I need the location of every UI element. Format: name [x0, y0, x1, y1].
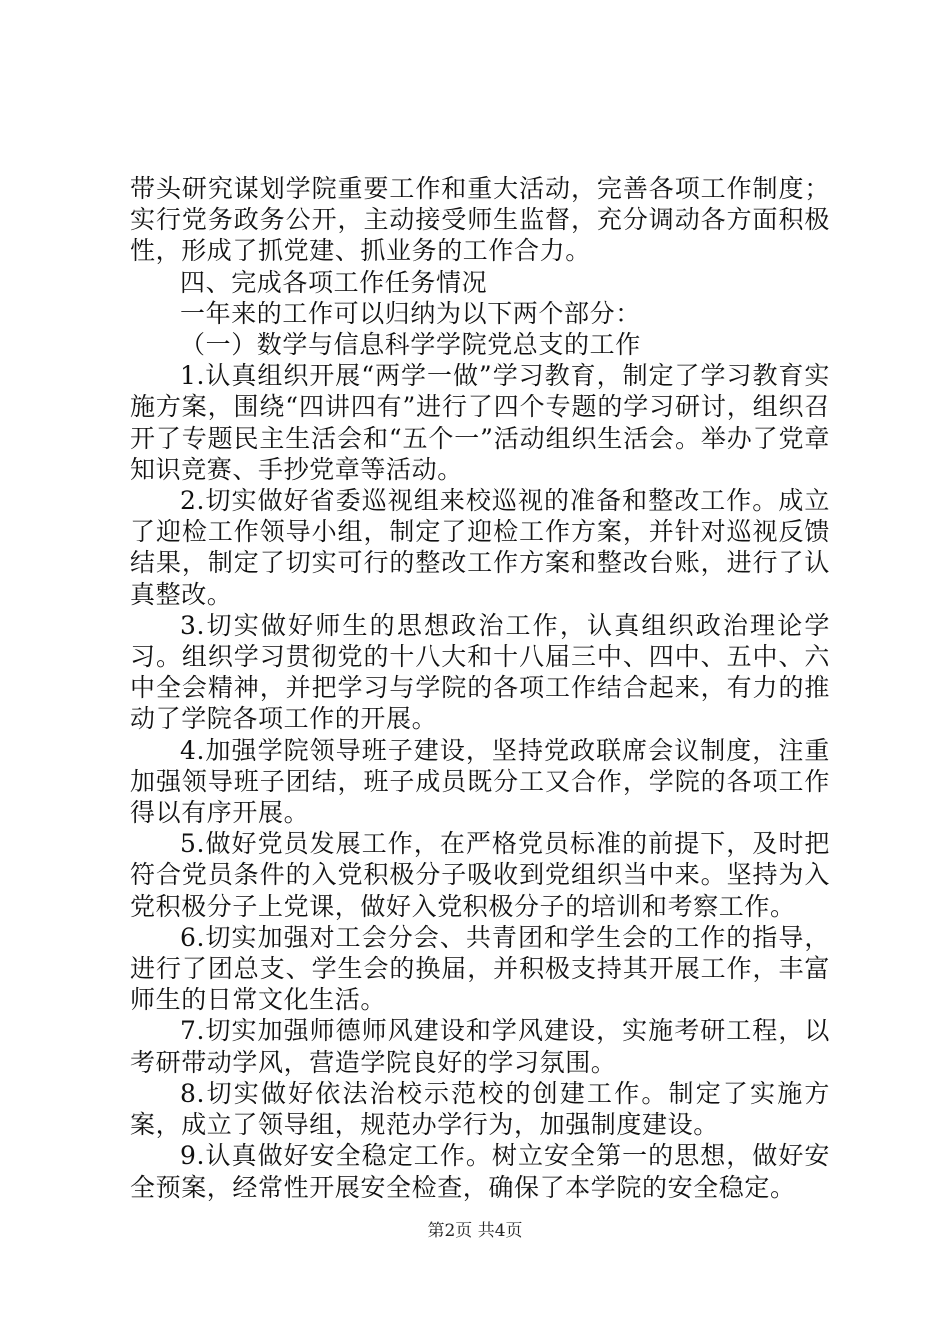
subsection-heading: （一）数学与信息科学学院党总支的工作 — [180, 330, 641, 360]
document-body — [130, 173, 830, 1203]
list-item-2: 2.切实做好省委巡视组来校巡视的准备和整改工作。成立了迎检工作领导小组，制定了迎检工作方案，并针对巡视反馈结果，制定了切实可行的整改工作方案和整改台账，进行了认真整改。 — [130, 486, 830, 609]
list-item-9: 9.认真做好安全稳定工作。树立安全第一的思想，做好安全预案，经常性开展安全检查，确保了本学院的安全稳定。 — [130, 1141, 830, 1202]
list-item-7: 7.切实加强师德师风建设和学风建设，实施考研工程，以考研带动学风，营造学院良好的学习氛围。 — [130, 1016, 830, 1077]
list-item-1: 1.认真组织开展“两学一做”学习教育，制定了学习教育实施方案，围绕“四讲四有”进行了四个专题的学习研讨，组织召开了专题民主生活会和“五个一”活动组织生活会。举办了党章知识竞赛、手抄党章等活动。 — [130, 361, 830, 484]
paragraph-continued: 带头研究谋划学院重要工作和重大活动，完善各项工作制度；实行党务政务公开，主动接受师生监督，充分调动各方面积极性，形成了抓党建、抓业务的工作合力。 — [130, 174, 830, 266]
list-item-8: 8.切实做好依法治校示范校的创建工作。制定了实施方案，成立了领导组，规范办学行为，加强制度建设。 — [130, 1078, 830, 1140]
list-item-5: 5.做好党员发展工作，在严格党员标准的前提下，及时把符合党员条件的入党积极分子吸收到党组织当中来。坚持为入党积极分子上党课，做好入党积极分子的培训和考察工作。 — [130, 829, 830, 921]
list-item-3: 3.切实做好师生的思想政治工作，认真组织政治理论学习。组织学习贯彻党的十八大和十八届三中、四中、五中、六中全会精神，并把学习与学院的各项工作结合起来，有力的推动了学院各项工作的开展。 — [130, 610, 830, 734]
page-footer: 第2页 共4页 — [427, 1221, 523, 1241]
intro-paragraph: 一年来的工作可以归纳为以下两个部分： — [180, 298, 641, 328]
list-item-4: 4.加强学院领导班子建设，坚持党政联席会议制度，注重加强领导班子团结，班子成员既分工又合作，学院的各项工作得以有序开展。 — [130, 735, 830, 828]
section-heading: 四、完成各项工作任务情况 — [180, 267, 488, 297]
list-item-6: 6.切实加强对工会分会、共青团和学生会的工作的指导，进行了团总支、学生会的换届，并积极支持其开展工作，丰富师生的日常文化生活。 — [130, 922, 830, 1015]
